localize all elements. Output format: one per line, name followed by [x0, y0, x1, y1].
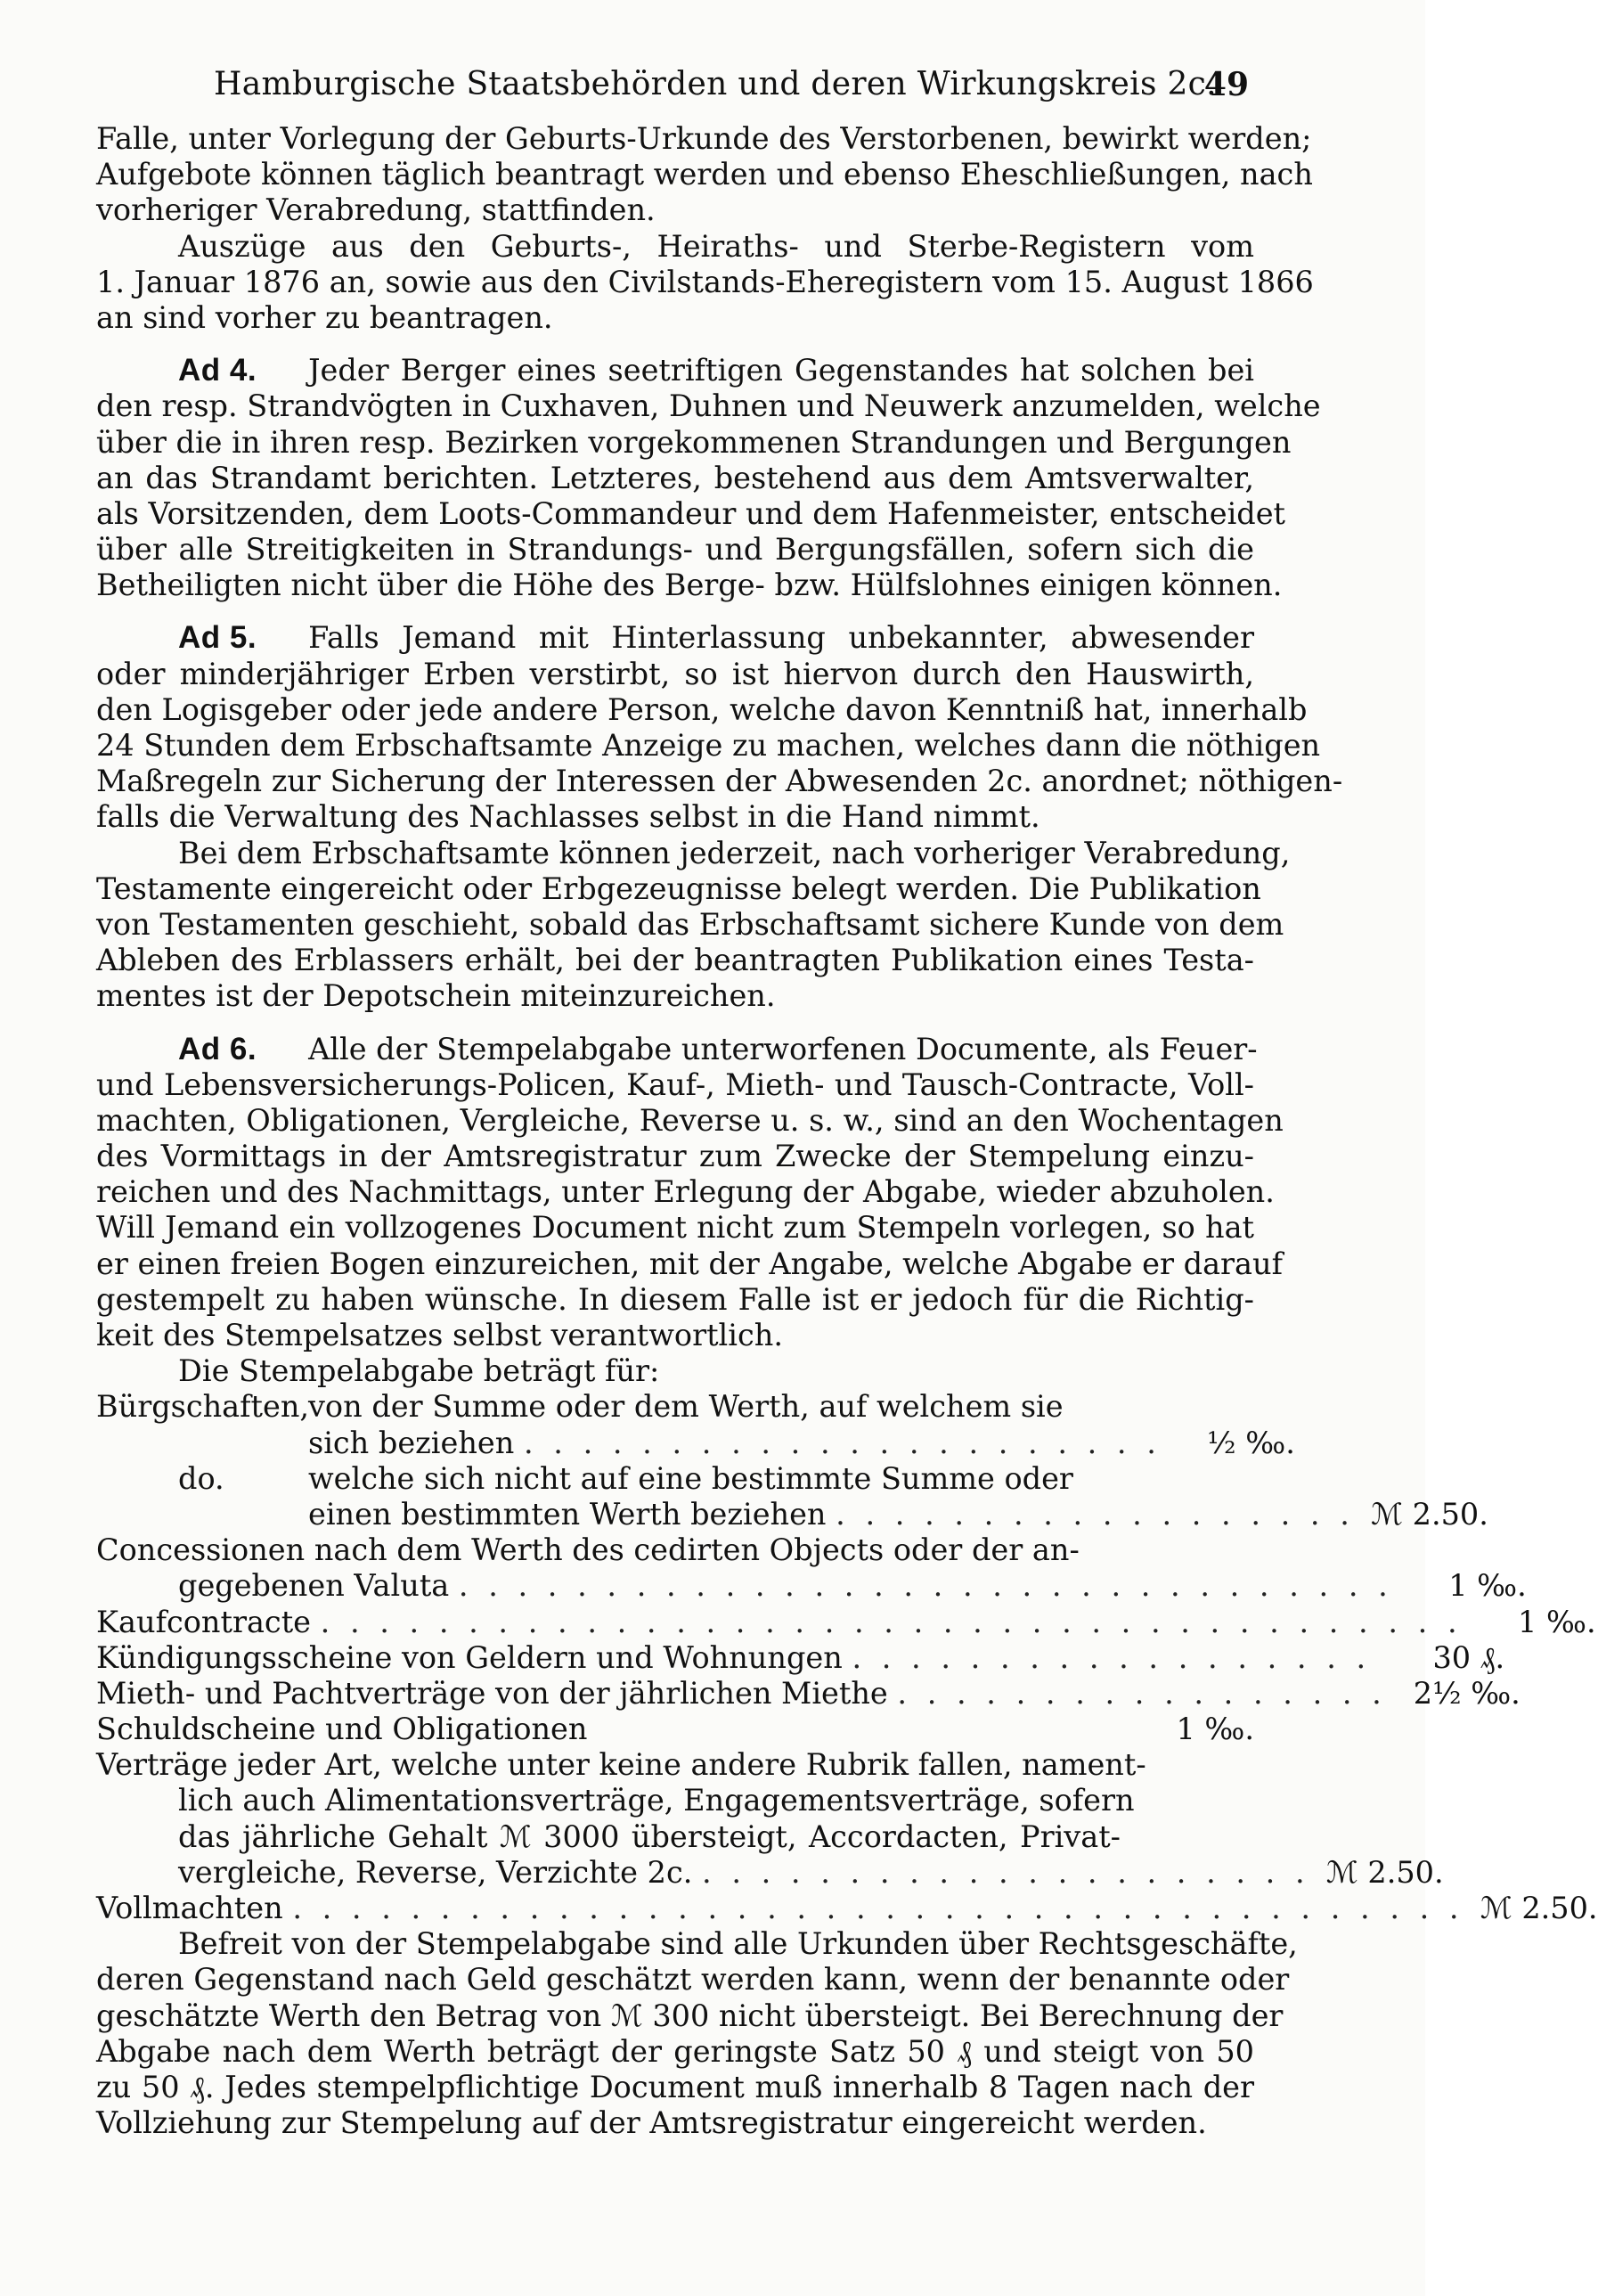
text-line: an das Strandamt berichten. Letzteres, bestehend aus dem Amtsverwalter, — [96, 460, 1254, 495]
tariff-text: einen bestimmten Werth beziehen — [308, 1496, 827, 1532]
tariff-value: ℳ 2.50. — [1325, 1854, 1444, 1890]
leader-dots: . . . . . . . . . . . . . . . . . . — [836, 1496, 1355, 1532]
section-label: Ad 4. — [178, 353, 257, 388]
text-line: und Lebensversicherungs-Policen, Kauf-, Mieth- und Tausch-Contracte, Voll- — [96, 1066, 1254, 1102]
leader-dots: . . . . . . . . . . . . . . . . . . . . . . . . . . . . . . . . . . . . . . . — [320, 1604, 1463, 1639]
tariff-label: Kaufcontracte — [96, 1604, 311, 1639]
section-first-line — [96, 620, 1254, 656]
tariff-label: Vollmachten — [96, 1891, 283, 1925]
tariff-value: ℳ 2.50. — [1371, 1496, 1488, 1532]
section-ad-5 — [96, 620, 1343, 1014]
leader-dots: . . . . . . . . . . . . . . . . . — [897, 1675, 1387, 1711]
tariff-label: do. — [178, 1460, 224, 1496]
leader-dots: . . . . . . . . . . . . . . . . . . . . . . . . . . . . . . . . . . . . . . . . — [292, 1891, 1464, 1925]
tariff-row — [96, 1675, 1521, 1712]
text-line: Ableben des Erblassers erhält, bei der beantragten Publikation eines Testa- — [96, 943, 1254, 978]
paragraph-auszuege — [96, 228, 1314, 337]
tariff-row — [96, 1532, 1254, 1568]
tariff-row — [96, 1604, 1596, 1640]
tariff-value: 30 ₰. — [1432, 1639, 1505, 1675]
text-line: er einen freien Bogen einzureichen, mit der Angabe, welche Abgabe er darauf — [96, 1246, 1284, 1281]
tariff-row — [96, 1747, 1254, 1783]
tariff-row — [96, 1819, 1254, 1855]
tariff-text: Verträge jeder Art, welche unter keine andere Rubrik fallen, nament- — [96, 1747, 1146, 1783]
text-line: oder minderjähriger Erben verstirbt, so ist hiervon durch den Hauswirth, — [96, 656, 1254, 691]
text-line: Alle der Stempelabgabe unterworfenen Documente, als Feuer- — [308, 1031, 1258, 1066]
text-line: Bei dem Erbschaftsamte können jederzeit, nach vorheriger Verabredung, — [178, 835, 1291, 870]
text-line: zu 50 ₰. Jedes stempelpflichtige Document muß innerhalb 8 Tagen nach der — [96, 2069, 1254, 2104]
leader-dots: . . . . . . . . . . . . . . . . . . . . . — [702, 1854, 1310, 1890]
tariff-row — [96, 1461, 1254, 1497]
tariff-value: ℳ 2.50. — [1480, 1891, 1598, 1925]
tariff-value: 2½ ‰. — [1413, 1675, 1521, 1711]
text-line: Befreit von der Stempelabgabe sind alle Urkunden über Rechtsgeschäfte, — [178, 1926, 1298, 1962]
tariff-row — [96, 1783, 1254, 1818]
text-line: Abgabe nach dem Werth beträgt der geringste Satz 50 ₰ und steigt von 50 — [96, 2033, 1254, 2069]
tariff-value: 1 ‰. — [1448, 1568, 1527, 1604]
tariff-label: Kündigungsscheine von Geldern und Wohnungen — [96, 1639, 843, 1675]
text-line: Will Jemand ein vollzogenes Document nicht zum Stempeln vorlegen, so hat — [96, 1210, 1254, 1246]
tariff-row — [96, 1891, 1598, 1926]
leader-dots: . . . . . . . . . . . . . . . . . . . . . . . . . . . . . . . . — [458, 1568, 1393, 1604]
running-title: Hamburgische Staatsbehörden und deren Wirkungskreis 2c. — [214, 66, 1217, 102]
tariff-row — [96, 1425, 1295, 1461]
tariff-value: 1 ‰. — [1518, 1604, 1596, 1639]
tariff-text: das jährliche Gehalt ℳ 3000 übersteigt, Accordacten, Privat- — [178, 1818, 1121, 1854]
text-line: machten, Obligationen, Vergleiche, Reverse u. s. w., sind an den Wochentagen — [96, 1102, 1284, 1138]
tariff-value: ½ ‰. — [1207, 1425, 1295, 1460]
tariff-row — [96, 1389, 1254, 1425]
text-line: deren Gegenstand nach Geld geschätzt werden kann, wenn der benannte oder — [96, 1962, 1290, 1998]
leader-dots: . . . . . . . . . . . . . . . . . . — [852, 1639, 1372, 1675]
text-line: den resp. Strandvögten in Cuxhaven, Duhnen und Neuwerk anzumelden, welche — [96, 388, 1321, 424]
text-line: Testamente eingereicht oder Erbgezeugnisse belegt werden. Die Publikation — [96, 870, 1261, 906]
tariff-value: 1 ‰. — [1176, 1712, 1254, 1747]
text-line: des Vormittags in der Amtsregistratur zum Zwecke der Stempelung einzu- — [96, 1139, 1254, 1174]
text-line: gestempelt zu haben wünsche. In diesem Falle ist er jedoch für die Richtig- — [96, 1281, 1254, 1317]
tariff-text: lich auch Alimentationsverträge, Engagementsverträge, sofern — [178, 1783, 1135, 1818]
section-label: Ad 6. — [178, 1031, 257, 1066]
tariff-table — [96, 1389, 1598, 1926]
tariff-row — [96, 1854, 1444, 1891]
text-line: über die in ihren resp. Bezirken vorgekommenen Strandungen und Bergungen — [96, 424, 1292, 460]
text-line: falls die Verwaltung des Nachlasses selbst in die Hand nimmt. — [96, 799, 1040, 835]
text-line: den Logisgeber oder jede andere Person, welche davon Kenntniß hat, innerhalb — [96, 691, 1308, 727]
tariff-label: Schuldscheine und Obligationen — [96, 1712, 588, 1747]
text-line: reichen und des Nachmittags, unter Erlegung der Abgabe, wieder abzuholen. — [96, 1174, 1275, 1210]
tariff-text: welche sich nicht auf eine bestimmte Summe oder — [308, 1460, 1073, 1496]
text-line: Falle, unter Vorlegung der Geburts-Urkunde des Verstorbenen, bewirkt werden; — [96, 121, 1312, 156]
tariff-row — [96, 1639, 1505, 1676]
text-line: Auszüge aus den Geburts-, Heiraths- und Sterbe-Registern vom — [178, 228, 1254, 264]
text-line: Vollziehung zur Stempelung auf der Amtsregistratur eingereicht werden. — [96, 2105, 1207, 2141]
section-ad-6 — [96, 1031, 1284, 1390]
text-line: vorheriger Verabredung, stattfinden. — [96, 192, 656, 228]
tariff-intro: Die Stempelabgabe beträgt für: — [178, 1353, 660, 1389]
text-line: mentes ist der Depotschein miteinzureichen. — [96, 978, 776, 1014]
tariff-row — [96, 1568, 1527, 1604]
running-header — [98, 57, 1265, 112]
leader-dots: . . . . . . . . . . . . . . . . . . . . . . — [523, 1425, 1162, 1460]
tariff-text: Concessionen nach dem Werth des cedirten Objects oder der an- — [96, 1532, 1080, 1568]
section-first-line — [96, 353, 1254, 388]
tariff-text: vergleiche, Reverse, Verzichte 2c. — [178, 1854, 693, 1890]
paragraph-befreit — [96, 1926, 1298, 2141]
tariff-row — [96, 1496, 1488, 1532]
text-line: Falls Jemand mit Hinterlassung unbekannter, abwesender — [308, 620, 1254, 656]
section-label: Ad 5. — [178, 620, 257, 656]
tariff-label: Mieth- und Pachtverträge von der jährlichen Miethe — [96, 1675, 888, 1711]
page-number: 49 — [1203, 66, 1249, 103]
text-line: 1. Januar 1876 an, sowie aus den Civilstands-Eheregistern vom 15. August 1866 — [96, 264, 1314, 299]
tariff-label: Bürgschaften, — [96, 1389, 310, 1425]
text-line: Aufgebote können täglich beantragt werden und ebenso Eheschließungen, nach — [96, 157, 1313, 192]
text-line: an sind vorher zu beantragen. — [96, 299, 553, 335]
page-body — [96, 121, 1598, 2141]
tariff-text: gegebenen Valuta — [178, 1568, 450, 1604]
tariff-text: von der Summe oder dem Werth, auf welchem sie — [308, 1389, 1064, 1425]
text-line: 24 Stunden dem Erbschaftsamte Anzeige zu machen, welches dann die nöthigen — [96, 728, 1321, 763]
section-first-line — [96, 1031, 1258, 1067]
paragraph-continuation — [96, 121, 1313, 229]
text-line: über alle Streitigkeiten in Strandungs- und Bergungsfällen, sofern sich die — [96, 532, 1254, 568]
text-line: von Testamenten geschieht, sobald das Erbschaftsamt sichere Kunde von dem — [96, 906, 1284, 942]
text-line: Maßregeln zur Sicherung der Interessen der Abwesenden 2c. anordnet; nöthigen- — [96, 764, 1343, 799]
text-line: Betheiligten nicht über die Höhe des Berge- bzw. Hülfslohnes einigen können. — [96, 568, 1283, 603]
text-line: Jeder Berger eines seetriftigen Gegenstandes hat solchen bei — [308, 353, 1254, 388]
text-line: als Vorsitzenden, dem Loots-Commandeur und dem Hafenmeister, entscheidet — [96, 495, 1286, 531]
tariff-text: sich beziehen — [308, 1425, 515, 1460]
text-line: keit des Stempelsatzes selbst verantwortlich. — [96, 1318, 783, 1352]
section-ad-4 — [96, 353, 1321, 603]
tariff-row — [96, 1712, 1254, 1747]
text-line: geschätzte Werth den Betrag von ℳ 300 nicht übersteigt. Bei Berechnung der — [96, 1998, 1284, 2033]
